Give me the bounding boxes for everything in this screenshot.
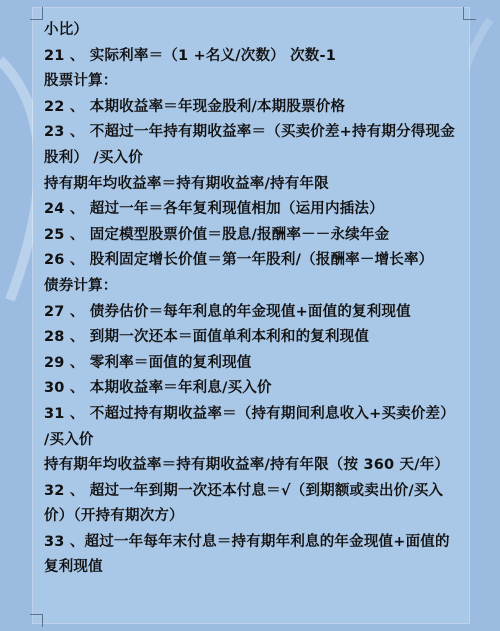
text-line: 33 、超过一年每年末付息＝持有期年利息的年金现值+面值的 bbox=[44, 533, 450, 550]
text-line: 24 、 超过一年＝各年复利现值相加（运用内插法） bbox=[44, 201, 384, 218]
text-line: 30 、 本期收益率＝年利息/买入价 bbox=[44, 380, 272, 397]
text-line: 复利现值 bbox=[44, 559, 103, 576]
text-line: /买入价 bbox=[44, 431, 94, 448]
section-heading: 股票计算： bbox=[44, 73, 118, 90]
text-line: 31 、 不超过持有期收益率＝（持有期间利息收入+买卖价差） bbox=[44, 405, 455, 422]
text-line: 持有期年均收益率＝持有期收益率/持有年限 bbox=[44, 175, 329, 192]
text-line: 32 、 超过一年到期一次还本付息＝√（到期额或卖出价/买入 bbox=[44, 482, 444, 499]
corner-mark-top-right bbox=[463, 7, 476, 20]
text-line: 小比） bbox=[44, 22, 89, 38]
text-line: 22 、 本期收益率＝年现金股利/本期股票价格 bbox=[44, 98, 346, 115]
corner-mark-bottom-left bbox=[30, 614, 43, 627]
text-line: 21 、 实际利率＝（1 +名义/次数） 次数-1 bbox=[44, 47, 337, 64]
text-line: 23 、 不超过一年持有期收益率＝（买卖价差+持有期分得现金 bbox=[44, 124, 455, 141]
section-heading: 债券计算： bbox=[44, 277, 118, 294]
corner-mark-top-left bbox=[30, 7, 43, 20]
text-line: 持有期年均收益率＝持有期收益率/持有年限（按 360 天/年） bbox=[44, 457, 450, 474]
formula-text-block bbox=[44, 18, 464, 581]
text-line: 价）（开持有期次方） bbox=[44, 508, 184, 525]
text-line: 27 、 债券估价＝每年利息的年金现值+面值的复利现值 bbox=[44, 303, 411, 320]
text-line: 股利） /买入价 bbox=[44, 149, 143, 166]
text-line: 29 、 零利率＝面值的复利现值 bbox=[44, 354, 252, 371]
text-line: 28 、 到期一次还本＝面值单利本利和的复利现值 bbox=[44, 329, 370, 346]
text-line: 25 、 固定模型股票价值＝股息/报酬率－－永续年金 bbox=[44, 226, 390, 243]
text-line: 26 、 股利固定增长价值＝第一年股利/（报酬率－增长率） bbox=[44, 252, 434, 269]
